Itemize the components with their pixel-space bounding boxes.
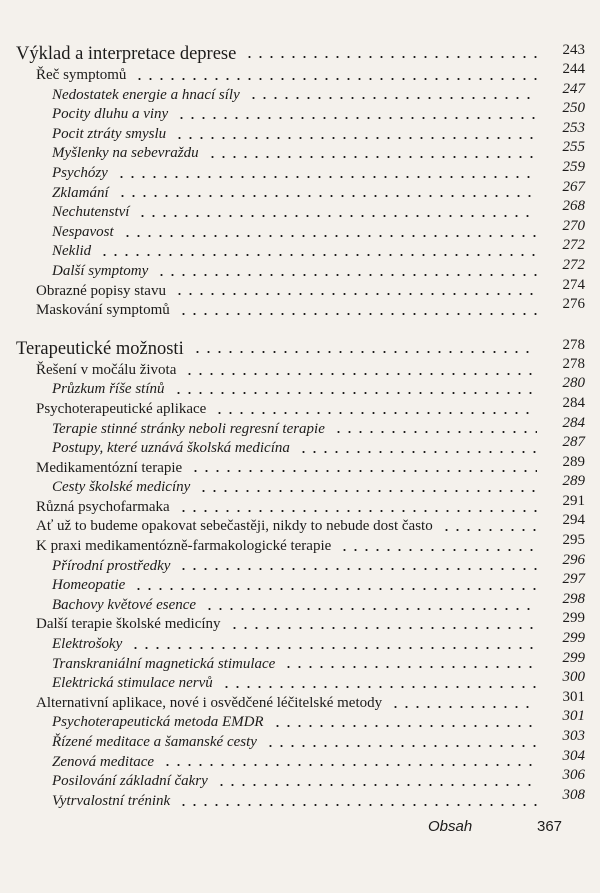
dot-leader xyxy=(122,235,537,237)
entry-title: Přírodní prostředky xyxy=(52,557,171,574)
entry-page-number: 299 xyxy=(562,649,585,666)
entry-page-number: 296 xyxy=(562,551,585,568)
entry-page-number: 250 xyxy=(562,100,585,117)
entry-title: Zklamání xyxy=(52,184,109,201)
entry-title: Cesty školské medicíny xyxy=(52,479,191,496)
toc-entry xyxy=(52,473,585,498)
entry-page-number: 306 xyxy=(562,767,585,784)
entry-title: Postupy, které uznává školská medicína xyxy=(52,440,290,457)
toc-entry xyxy=(52,217,585,243)
entry-page-number: 259 xyxy=(562,158,585,175)
dot-leader xyxy=(229,627,537,629)
dot-leader xyxy=(244,56,537,58)
dot-leader xyxy=(283,666,537,668)
entry-page-number: 308 xyxy=(562,786,585,803)
section-heading xyxy=(16,336,585,361)
toc-entry xyxy=(52,786,585,812)
entry-page-number: 297 xyxy=(562,571,585,588)
entry-title: Pocit ztráty smyslu xyxy=(52,125,167,142)
entry-title: Nedostatek energie a hnací síly xyxy=(52,86,240,103)
entry-page-number: 280 xyxy=(562,375,585,392)
toc-entry xyxy=(52,434,585,459)
entry-page-number: 267 xyxy=(562,178,585,195)
toc-entry xyxy=(52,100,585,125)
dot-leader xyxy=(265,745,537,747)
dot-leader xyxy=(204,608,537,610)
dot-leader xyxy=(214,412,537,414)
toc-entry xyxy=(52,571,585,596)
entry-title: Další symptomy xyxy=(52,262,149,279)
toc-entry xyxy=(52,80,585,106)
dot-leader xyxy=(216,784,537,786)
dot-leader xyxy=(162,764,537,766)
entry-page-number: 294 xyxy=(562,512,585,529)
entry-page-number: 289 xyxy=(562,453,585,470)
entry-title: Psychoterapeutická metoda EMDR xyxy=(52,714,264,731)
entry-title: Průzkum říše stínů xyxy=(52,381,165,398)
entry-title: Různá psychofarmaka xyxy=(36,498,170,515)
toc-entry xyxy=(52,375,585,400)
entry-page-number: 287 xyxy=(562,434,585,451)
dot-leader xyxy=(178,510,537,512)
entry-page-number: 299 xyxy=(562,630,585,647)
dot-leader xyxy=(137,215,537,217)
dot-leader xyxy=(176,117,537,119)
entry-page-number: 304 xyxy=(562,747,585,764)
entry-page-number: 295 xyxy=(562,532,585,549)
dot-leader xyxy=(174,137,537,139)
toc-entry xyxy=(36,532,585,557)
toc-entry xyxy=(36,61,585,86)
dot-leader xyxy=(333,431,537,433)
toc-entry xyxy=(52,256,585,282)
section-heading xyxy=(16,42,585,66)
entry-title: Neklid xyxy=(52,243,92,260)
entry-page-number: 301 xyxy=(562,708,585,725)
entry-title: Bachovy květové esence xyxy=(52,596,197,613)
entry-title: Transkraniální magnetická stimulace xyxy=(52,655,276,672)
toc-entry xyxy=(52,139,585,164)
dot-leader xyxy=(339,549,537,551)
toc-entry xyxy=(52,708,585,733)
entry-title: Medikamentózní terapie xyxy=(36,459,183,476)
dot-leader xyxy=(130,647,537,649)
entry-title: Elektrická stimulace nervů xyxy=(52,675,213,692)
dot-leader xyxy=(173,392,538,394)
dot-leader xyxy=(178,804,537,806)
toc-entry xyxy=(52,747,585,773)
toc-entry xyxy=(36,453,585,479)
toc-entry xyxy=(52,649,585,675)
toc-entry xyxy=(52,551,585,577)
entry-page-number: 289 xyxy=(562,473,585,490)
toc-entry xyxy=(52,237,585,262)
entry-page-number: 298 xyxy=(562,590,585,607)
dot-leader xyxy=(117,195,537,197)
toc-entry xyxy=(36,688,585,714)
dot-leader xyxy=(134,78,537,80)
toc-entry xyxy=(36,276,585,302)
toc-entry xyxy=(52,198,585,223)
entry-page-number: 255 xyxy=(562,139,585,156)
toc-entry xyxy=(36,512,585,537)
dot-leader xyxy=(178,313,537,315)
dot-leader xyxy=(198,490,537,492)
dot-leader xyxy=(184,373,537,375)
toc-entry xyxy=(52,119,585,145)
dot-leader xyxy=(441,529,537,531)
entry-title: Obrazné popisy stavu xyxy=(36,282,166,299)
toc-entry xyxy=(36,296,585,321)
entry-page-number: 284 xyxy=(562,394,585,411)
entry-title: Posilování základní čakry xyxy=(52,773,208,790)
entry-title: Nechutenství xyxy=(52,204,130,221)
entry-page-number: 247 xyxy=(562,80,585,97)
entry-title: Řešení v močálu života xyxy=(36,361,177,378)
entry-page-number: 272 xyxy=(562,237,585,254)
toc-entry xyxy=(52,728,585,753)
entry-title: Homeopatie xyxy=(52,577,126,594)
dot-leader xyxy=(99,254,537,256)
dot-leader xyxy=(156,274,537,276)
entry-title: Řeč symptomů xyxy=(36,67,127,83)
toc-entry xyxy=(52,414,585,440)
entry-page-number: 278 xyxy=(562,355,585,372)
entry-page-number: 300 xyxy=(562,669,585,686)
entry-title: Alternativní aplikace, nové i osvědčené léčitelské metody xyxy=(36,694,383,711)
entry-title: Maskování symptomů xyxy=(36,302,170,319)
dot-leader xyxy=(133,588,537,590)
entry-page-number: 299 xyxy=(562,610,585,627)
entry-page-number: 301 xyxy=(562,688,585,705)
dot-leader xyxy=(116,176,537,178)
entry-page-number: 270 xyxy=(562,217,585,234)
toc-entry xyxy=(52,669,585,694)
toc-entry xyxy=(52,590,585,616)
footer-section-label: Obsah xyxy=(428,818,473,835)
toc-entry xyxy=(52,767,585,792)
toc-entry xyxy=(36,355,585,381)
dot-leader xyxy=(174,293,537,295)
entry-page-number: 272 xyxy=(562,256,585,273)
entry-title: Výklad a interpretace deprese xyxy=(16,44,237,64)
toc-entry xyxy=(36,610,585,635)
entry-page-number: 244 xyxy=(562,61,585,77)
entry-title: Pocity dluhu a viny xyxy=(52,106,169,123)
entry-page-number: 268 xyxy=(562,198,585,215)
entry-page-number: 243 xyxy=(562,42,585,58)
toc-entry xyxy=(52,630,585,655)
entry-title: Psychoterapeutické aplikace xyxy=(36,400,207,417)
dot-leader xyxy=(390,706,537,708)
dot-leader xyxy=(192,351,537,353)
dot-leader xyxy=(272,725,537,727)
table-of-contents xyxy=(0,42,600,811)
footer-page-number: 367 xyxy=(537,818,563,835)
toc-entry xyxy=(36,394,585,420)
entry-title: Nespavost xyxy=(52,223,114,240)
entry-title: Terapie stinné stránky neboli regresní terapie xyxy=(52,420,325,437)
dot-leader xyxy=(248,97,537,99)
entry-title: Psychózy xyxy=(52,164,108,181)
entry-page-number: 253 xyxy=(562,119,585,136)
entry-page-number: 278 xyxy=(562,336,585,353)
dot-leader xyxy=(190,470,537,472)
entry-title: Řízené meditace a šamanské cesty xyxy=(52,734,257,750)
dot-leader xyxy=(298,451,537,453)
entry-title: Terapeutické možnosti xyxy=(16,338,184,359)
entry-page-number: 276 xyxy=(562,296,585,313)
entry-page-number: 284 xyxy=(562,414,585,431)
toc-entry xyxy=(52,158,585,184)
entry-page-number: 291 xyxy=(562,492,585,509)
entry-title: K praxi medikamentózně-farmakologické terapie xyxy=(36,538,332,555)
entry-title: Ať už to budeme opakovat sebečastěji, nikdy to nebude dost často xyxy=(36,518,433,535)
entry-page-number: 303 xyxy=(562,728,585,744)
entry-page-number: 274 xyxy=(562,276,585,293)
toc-entry xyxy=(52,178,585,204)
dot-leader xyxy=(178,568,537,570)
toc-entry xyxy=(36,492,585,518)
entry-title: Vytrvalostní trénink xyxy=(52,792,171,809)
entry-title: Myšlenky na sebevraždu xyxy=(52,145,199,162)
entry-title: Zenová meditace xyxy=(52,753,155,770)
entry-title: Elektrošoky xyxy=(52,636,123,653)
dot-leader xyxy=(207,156,537,158)
entry-title: Další terapie školské medicíny xyxy=(36,616,221,633)
dot-leader xyxy=(221,686,537,688)
